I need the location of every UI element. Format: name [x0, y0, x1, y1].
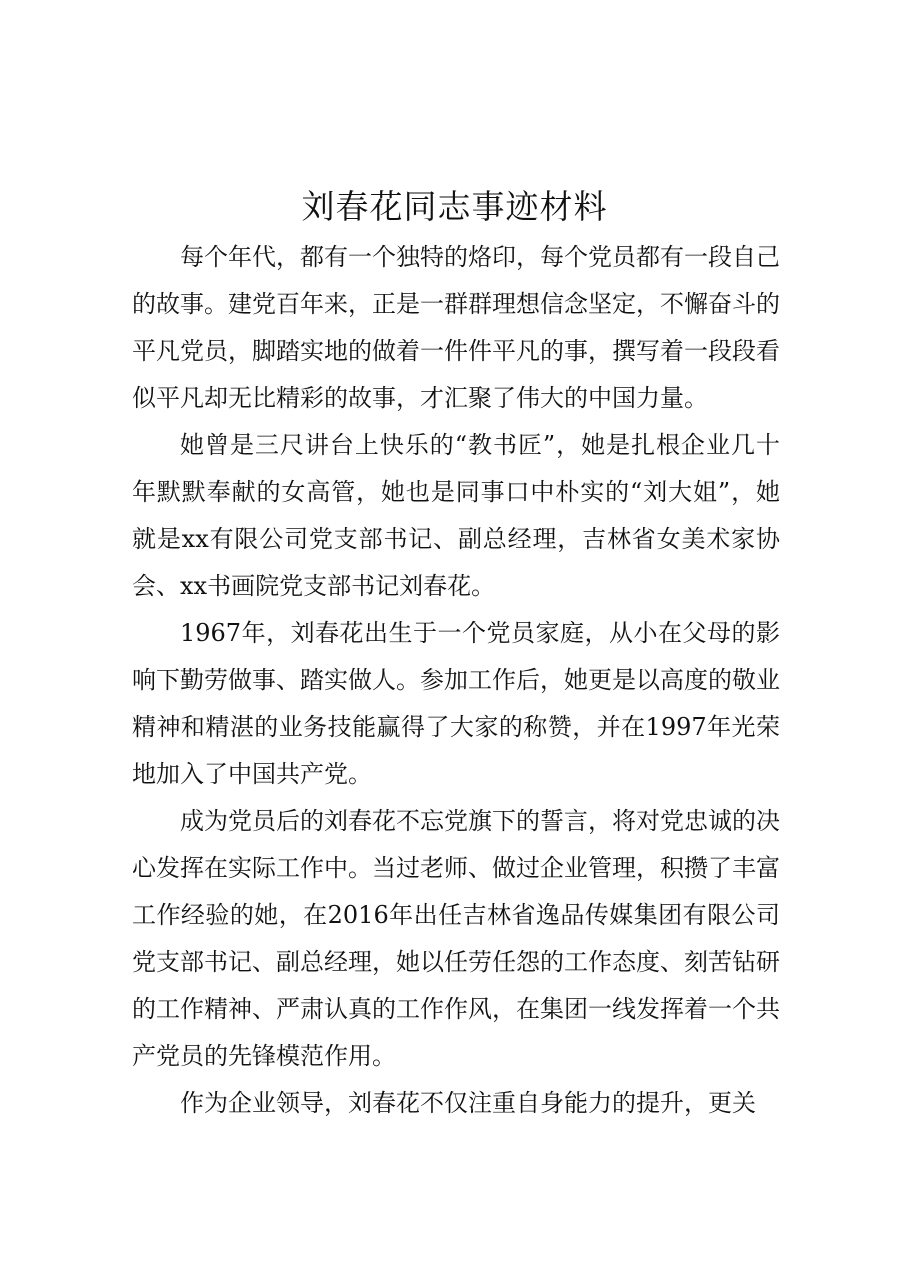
paragraph-3: 1967年，刘春花出生于一个党员家庭，从小在父母的影响下勤劳做事、踏实做人。参加工作后，她更是以高度的敬业精神和精湛的业务技能赢得了大家的称赞，并在1997年光荣地加入了中国共产党。: [132, 619, 780, 788]
document-body: [132, 234, 780, 1127]
paragraph-4: 成为党员后的刘春花不忘党旗下的誓言，将对党忠诚的决心发挥在实际工作中。当过老师、做过企业管理，积攒了丰富工作经验的她，在2016年出任吉林省逸品传媒集团有限公司党支部书记、副总经理，她以任劳任怨的工作态度、刻苦钻研的工作精神、严肃认真的工作作风，在集团一线发挥着一个共产党员的先锋模范作用。: [132, 807, 780, 1070]
paragraph-2: 她曾是三尺讲台上快乐的“教书匠”，她是扎根企业几十年默默奉献的女高管，她也是同事口中朴实的“刘大姐”，她就是xx有限公司党支部书记、副总经理，吉林省女美术家协会、xx书画院党支部书记刘春花。: [132, 431, 780, 600]
paragraph-5: 作为企业领导，刘春花不仅注重自身能力的提升，更关: [180, 1089, 756, 1117]
paragraph-1: 每个年代，都有一个独特的烙印，每个党员都有一段自己的故事。建党百年来，正是一群群理想信念坚定，不懈奋斗的平凡党员，脚踏实地的做着一件件平凡的事，撰写着一段段看似平凡却无比精彩的故事，才汇聚了伟大的中国力量。: [132, 243, 780, 412]
document-title: 刘春花同志事迹材料: [301, 187, 608, 226]
